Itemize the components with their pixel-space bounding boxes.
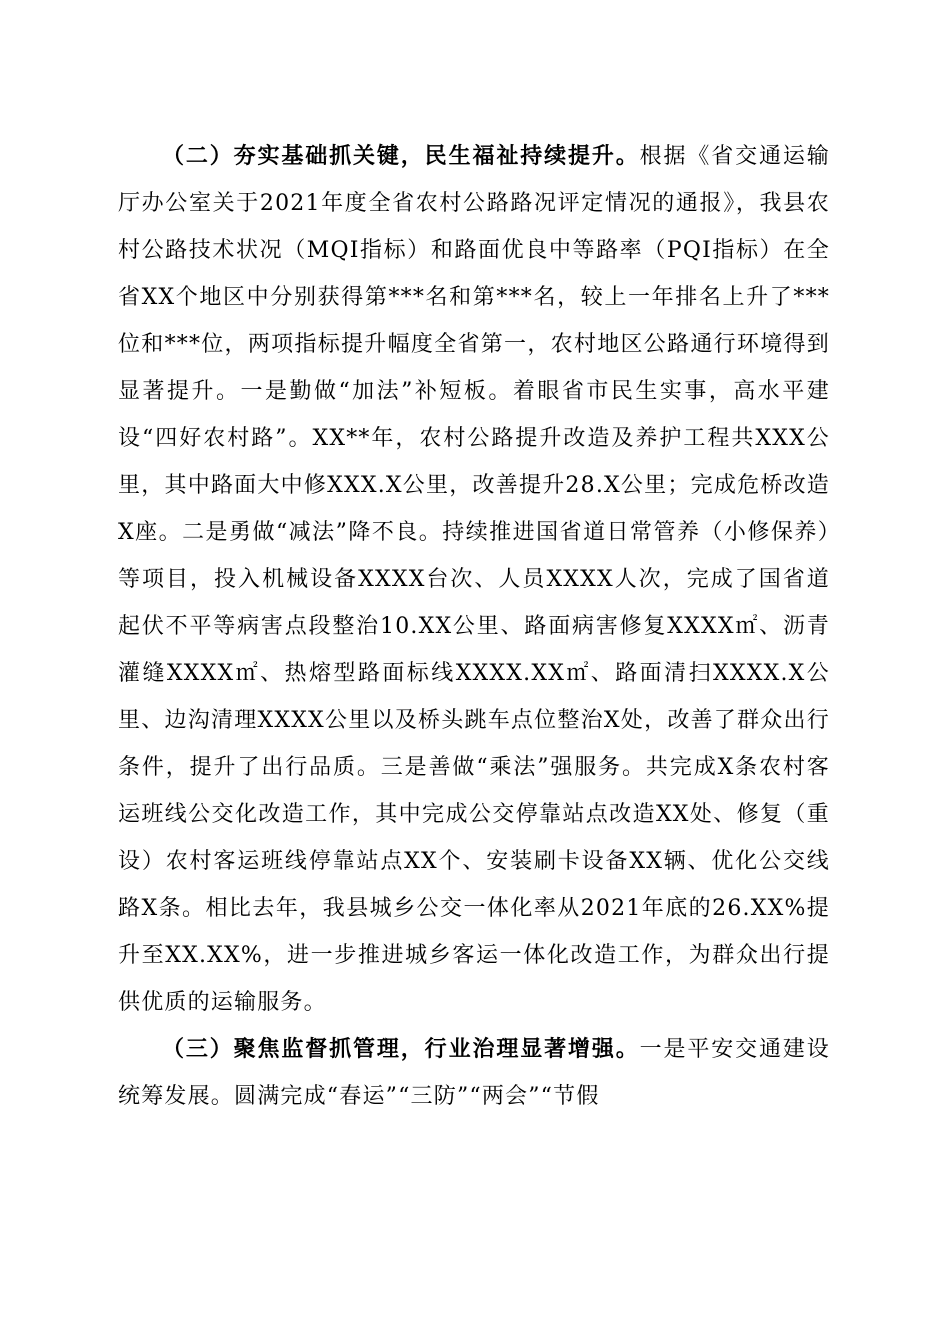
paragraph-2 bbox=[118, 133, 830, 1026]
paragraph-3 bbox=[118, 1026, 830, 1120]
paragraph-3-heading: （三）聚焦监督抓管理，行业治理显著增强。 bbox=[162, 1036, 640, 1062]
paragraph-2-heading: （二）夯实基础抓关键，民生福祉持续提升。 bbox=[162, 143, 640, 169]
document-body bbox=[118, 133, 830, 1120]
paragraph-2-text: 根据《省交通运输厅办公室关于2021年度全省农村公路路况评定情况的通报》，我县农村公路技术状况（MQI指标）和路面优良中等路率（PQI指标）在全省XX个地区中分别获得第***名和第***名，较上一年排名上升了***位和***位，两项指标提升幅度全省第一，农村地区公路通行环境得到显著提升。一是勤做“加法”补短板。着眼省市民生实事，高水平建设“四好农村路”。XX**年，农村公路提升改造及养护工程共XXX公里，其中路面大中修XXX.X公里，改善提升28.X公里；完成危桥改造X座。二是勇做“减法”降不良。持续推进国省道日常管养（小修保养）等项目，投入机械设备XXXX台次、人员XXXX人次，完成了国省道起伏不平等病害点段整治10.XX公里、路面病害修复XXXX㎡、沥青灌缝XXXX㎡、热熔型路面标线XXXX.XX㎡、路面清扫XXXX.X公里、边沟清理XXXX公里以及桥头跳车点位整治X处，改善了群众出行条件，提升了出行品质。三是善做“乘法”强服务。共完成X条农村客运班线公交化改造工作，其中完成公交停靠站点改造XX处、修复（重设）农村客运班线停靠站点XX个、安装刷卡设备XX辆、优化公交线路X条。相比去年，我县城乡公交一体化率从2021年底的26.XX%提升至XX.XX%，进一步推进城乡客运一体化改造工作，为群众出行提供优质的运输服务。 bbox=[118, 144, 830, 1015]
paragraph-3-text: 一是平安交通建设统筹发展。圆满完成“春运”“三防”“两会”“节假 bbox=[118, 1037, 830, 1109]
